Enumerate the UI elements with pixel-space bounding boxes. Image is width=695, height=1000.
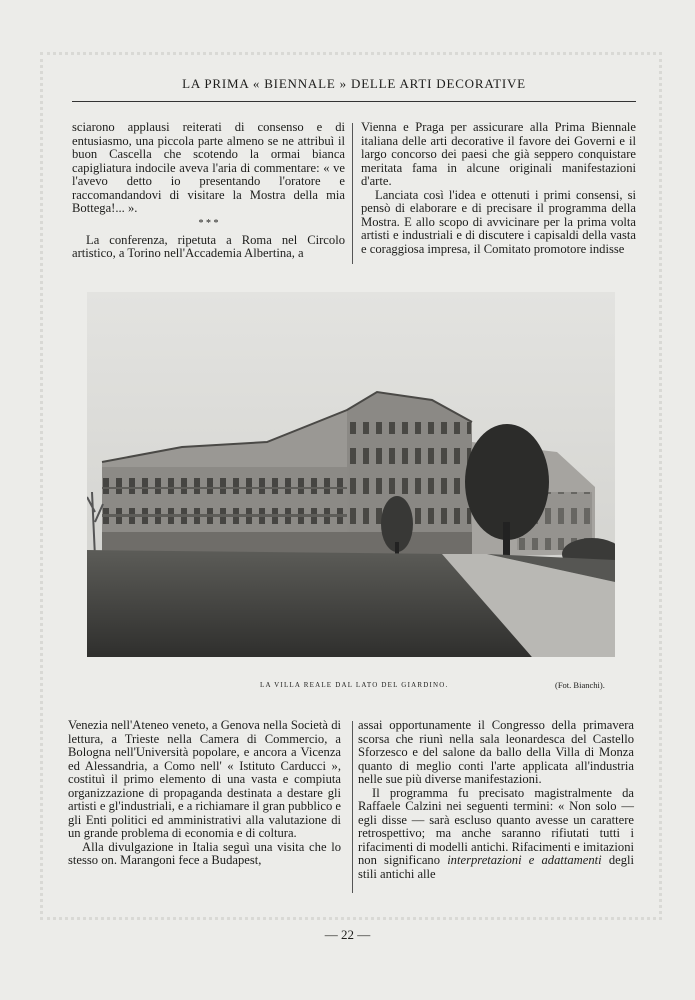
paragraph-text: Il programma fu precisato magistralmente da Raffaele Calzini nei seguenti termini: « Non solo — egli disse — sarà escluso quanto avesse un carattere retrospettivo; ma anche saranno rifiutati tutti i rifacimenti di modelli antichi. Rifacimenti e imitazioni non significano xyxy=(358,785,634,868)
top-right-column xyxy=(361,121,636,256)
top-left-column xyxy=(72,121,345,261)
running-title: LA PRIMA « BIENNALE » DELLE ARTI DECORATIVE xyxy=(182,76,526,91)
bottom-right-column xyxy=(358,719,634,882)
paragraph-text-end: degli stili antichi alle xyxy=(358,853,634,882)
paragraph: Venezia nell'Ateneo veneto, a Genova nella Società di lettura, a Trieste nella Camera di Commercio, a Bologna nell'Università popolare, e ancora a Vicenza ed Alessandria, a Como nell' « Istituto Carducci », costituì il primo elemento di una vasta e compiuta organizzazione di propaganda destinata a destare gli artisti e gl'industriali, e a richiamare il gran pubblico e gli Enti politici ed amministrativi alla valutazione di un grande problema di economia e di coltura. xyxy=(68,718,341,841)
paragraph: Alla divulgazione in Italia seguì una visita che lo stesso on. Marangoni fece a Budapest, xyxy=(68,839,341,868)
villa-reale-photo xyxy=(87,292,615,657)
column-divider xyxy=(352,123,353,264)
paragraph: Lanciata così l'idea e ottenuti i primi consensi, si pensò di elaborare e di precisare il programma della Mostra. E allo scopo di avvicinare per la prima volta artisti e industriali e di discutere i capisaldi della vasta e coraggiosa impresa, il Comitato promotore indisse xyxy=(361,187,636,256)
header-rule xyxy=(72,101,636,102)
italic-phrase: interpretazioni e adattamenti xyxy=(447,853,602,868)
section-asterism: * * * xyxy=(198,217,219,229)
paragraph: sciarono applausi reiterati di consenso e di entusiasmo, una piccola parte almeno se ne attribuì il buon Cascella che scotendo la ormai bianca capigliatura indocile aveva l'aria di commentare: « ve l'avevo detto io presentando l'oratore e raccomandandovi di visitare la Mostra della mia Bottega!... ». xyxy=(72,120,345,216)
paragraph: assai opportunamente il Congresso della primavera scorsa che riunì nella sala leonardesca del Castello Sforzesco e del salone da ballo della Villa di Monza quanto di meglio conti l'arte applicata all'industria nelle sue più diverse manifestazioni. xyxy=(358,718,634,787)
page-number: — 22 — xyxy=(324,927,371,942)
photo-caption: LA VILLA REALE DAL LATO DEL GIARDINO. xyxy=(260,681,449,689)
paragraph: La conferenza, ripetuta a Roma nel Circolo artistico, a Torino nell'Accademia Albertina, a xyxy=(72,232,345,261)
paragraph xyxy=(358,787,634,882)
paragraph: Vienna e Praga per assicurare alla Prima Biennale italiana delle arti decorative il favore dei Governi e il largo concorso dei paesi che già seppero conquistare meritata fama in alcune originali manifestazioni d'arte. xyxy=(361,120,636,189)
photo-credit: (Fot. Bianchi). xyxy=(555,680,605,690)
villa-photo-drawing xyxy=(87,292,615,657)
bottom-left-column xyxy=(68,719,341,868)
column-divider xyxy=(352,721,353,893)
